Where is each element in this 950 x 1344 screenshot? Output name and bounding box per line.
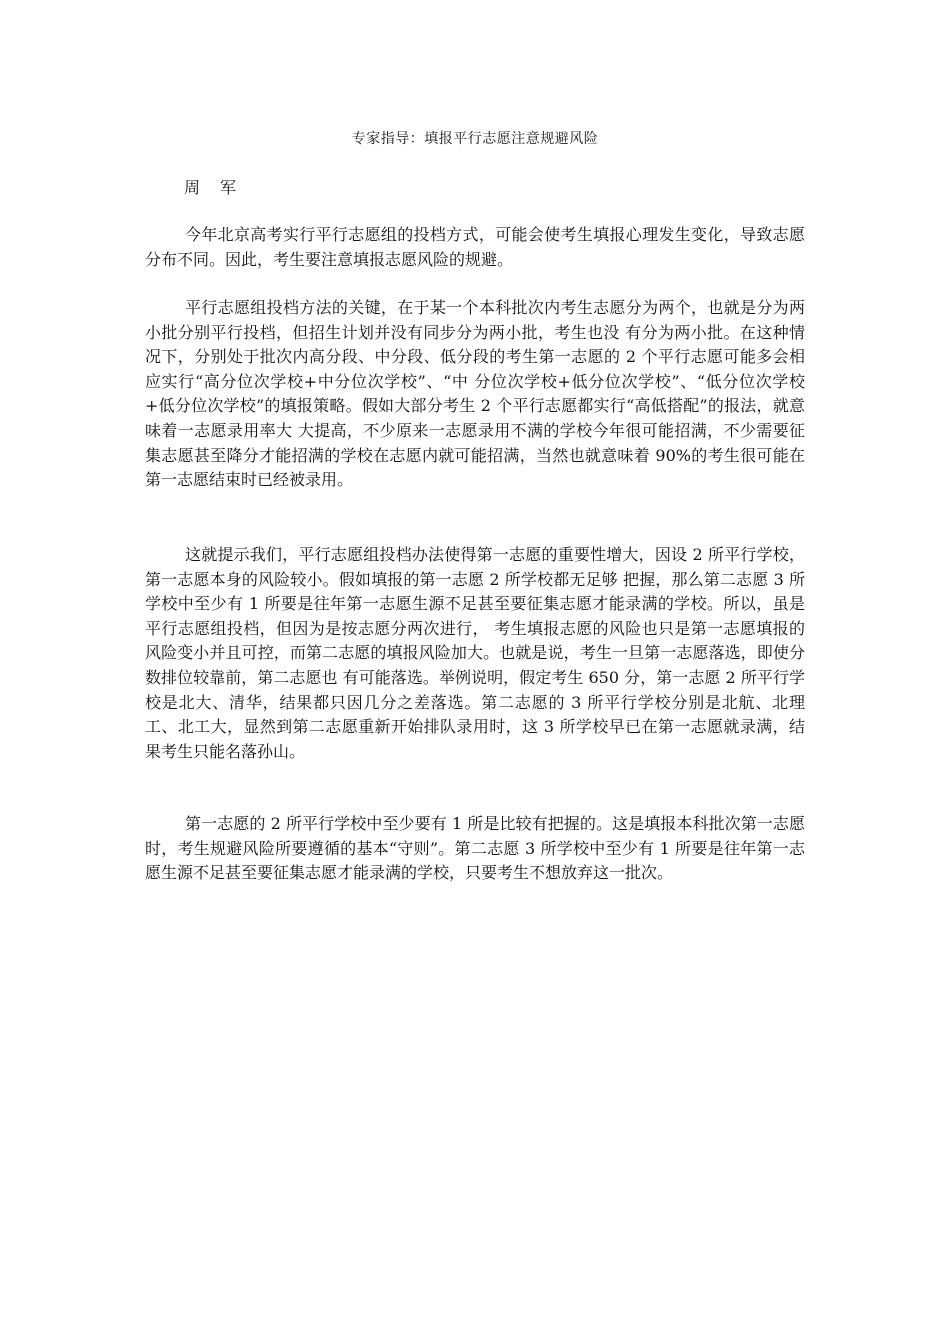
paragraph-1: 今年北京高考实行平行志愿组的投档方式，可能会使考生填报心理发生变化，导致志愿分布不同。因此，考生要注意填报志愿风险的规避。 bbox=[145, 225, 805, 269]
paragraph-4: 第一志愿的 2 所平行学校中至少要有 1 所是比较有把握的。这是填报本科批次第一志愿时，考生规避风险所要遵循的基本“守则”。第二志愿 3 所学校中至少有 1 所要是往年第一志愿生源不足甚至要征集志愿才能录满的学校，只要考生不想放弃这一批次。 bbox=[145, 814, 805, 883]
paragraph-2: 平行志愿组投档方法的关键，在于某一个本科批次内考生志愿分为两个，也就是分为两小批分别平行投档，但招生计划并没有同步分为两小批，考生也没 有分为两小批。在这种情况下，分别处于批次内高分段、中分段、低分段的考生第一志愿的 2 个平行志愿可能多会相应实行“高分位次学校+中分位次学校”、“中 分位次学校+低分位次学校”、“低分位次学校+低分位次学校”的填报策略。假如大部分考生 2 个平行志愿都实行“高低搭配”的报法，就意味着一志愿录用率大 大提高，不少原来一志愿录用不满的学校今年很可能招满，不少需要征集志愿甚至降分才能招满的学校在志愿内就可能招满，当然也就意味着 90%的考生很可能在 第一志愿结束时已经被录用。 bbox=[145, 298, 805, 490]
author-name: 周军 bbox=[184, 178, 257, 197]
document-title: 专家指导：填报平行志愿注意规避风险 bbox=[351, 131, 599, 147]
paragraph-3: 这就提示我们，平行志愿组投档办法使得第一志愿的重要性增大，因设 2 所平行学校，第一志愿本身的风险较小。假如填报的第一志愿 2 所学校都无足够 把握，那么第二志愿 3 所学校中至少有 1 所要是往年第一志愿生源不足甚至要征集志愿才能录满的学校。所以，虽是平行志愿组投档，但因为是按志愿分两次进行， 考生填报志愿的风险也只是第一志愿填报的风险变小并且可控，而第二志愿的填报风险加大。也就是说，考生一旦第一志愿落选，即使分数排位较靠前，第二志愿也 有可能落选。举例说明，假定考生 650 分，第一志愿 2 所平行学校是北大、清华，结果都只因几分之差落选。第二志愿的 3 所平行学校分别是北航、北理工、北工大，显然到第二志愿重新开始排队录用时，这 3 所学校早已在第一志愿就录满，结果考生只能名落孙山。 bbox=[145, 545, 805, 761]
